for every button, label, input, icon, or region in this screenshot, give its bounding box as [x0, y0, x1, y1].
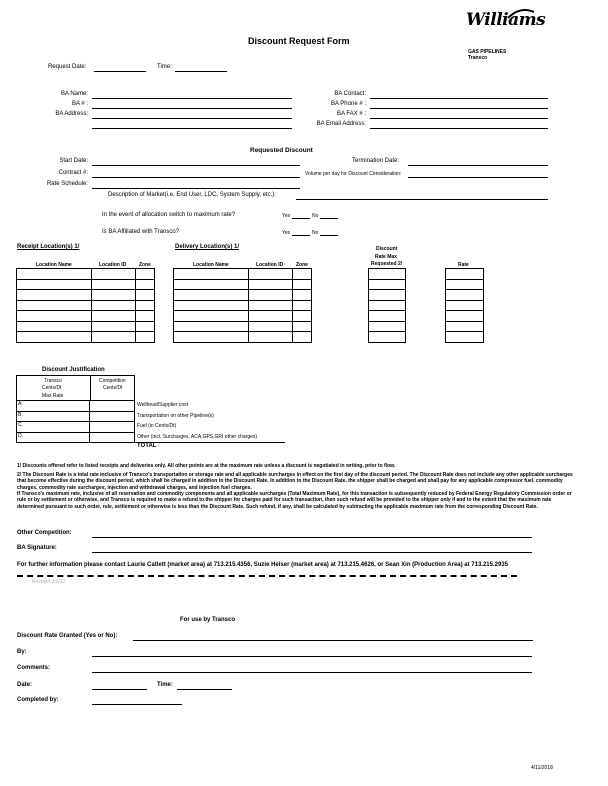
ba-number-label: BA # : — [71, 101, 88, 107]
logo-subtitle-transco: Transco — [468, 55, 488, 61]
ba-address-label: BA Address: — [55, 111, 88, 117]
transco-use-heading: For use by Transco — [180, 617, 236, 623]
table-row — [446, 300, 484, 311]
ba-contact-label: BA Contact: — [334, 91, 366, 97]
footer-date: 4/11/2018 — [531, 765, 553, 771]
affiliated-yes-field[interactable] — [292, 235, 310, 236]
table-row — [17, 279, 155, 290]
table-row — [446, 321, 484, 332]
time-field[interactable] — [177, 689, 232, 690]
termination-date-label: Termination Date: — [352, 158, 400, 164]
justification-total-label: TOTAL — [137, 443, 157, 449]
table-row — [446, 311, 484, 322]
justification-label-c: Fuel (in Cents/Dt) — [137, 423, 177, 429]
contract-field[interactable] — [92, 177, 300, 178]
delivery-table[interactable] — [173, 268, 312, 343]
justification-label-a: Wellhead/Supplier cost — [137, 402, 189, 408]
ba-name-field[interactable] — [92, 98, 292, 99]
ba-fax-field[interactable] — [370, 118, 548, 119]
termination-date-field[interactable] — [408, 165, 548, 166]
allocation-no-field[interactable] — [320, 218, 338, 219]
contact-info: For further information please contact Laurie Catlett (market area) at 713.215.4356, Suzie Heiser (market area) at 713.215.4626, or Sean Xin (Production Area) at 713.215.2935 — [17, 562, 508, 568]
table-row — [17, 311, 155, 322]
delivery-col-zone: Zone — [296, 262, 308, 268]
table-row — [17, 321, 155, 332]
volume-field[interactable] — [408, 177, 548, 178]
logo-subtitle: GAS PIPELINES — [468, 49, 507, 55]
discount-granted-field[interactable] — [133, 640, 533, 641]
rate-schedule-label: Rate Schedule: — [46, 181, 88, 187]
requested-discount-heading: Requested Discount — [250, 147, 313, 154]
affiliated-question: Is BA Affiliated with Transco? — [102, 229, 179, 235]
table-row — [17, 300, 155, 311]
other-competition-label: Other Competition: — [17, 530, 72, 536]
volume-note: Volume per day for Discount Consideration: — [305, 171, 402, 177]
table-row: B. — [17, 411, 135, 422]
ba-phone-field[interactable] — [370, 108, 548, 109]
ba-signature-label: BA Signature: — [17, 545, 57, 551]
rate-table[interactable] — [445, 268, 484, 343]
table-row — [17, 290, 155, 301]
justification-col2-line2: Cents/Dt — [103, 385, 123, 391]
justification-total-line — [135, 442, 285, 443]
request-date-label: Request Date: — [48, 64, 87, 70]
justification-table[interactable] — [16, 400, 135, 453]
affiliated-no-label: No — [312, 230, 319, 236]
ba-contact-field[interactable] — [370, 98, 548, 99]
table-row — [174, 332, 312, 343]
williams-logo: Williams — [466, 10, 546, 30]
table-row — [446, 332, 484, 343]
receipt-col-id: Location ID — [99, 262, 127, 268]
table-row — [17, 332, 155, 343]
justification-col2-line1: Competition — [99, 378, 126, 384]
justification-header-divider — [90, 375, 91, 400]
ba-email-label: BA Email Address: — [316, 121, 366, 127]
by-field[interactable] — [92, 656, 532, 657]
justification-col1-line2: Cents/Dt — [42, 385, 62, 391]
receipt-table[interactable] — [16, 268, 155, 343]
table-row — [369, 332, 406, 343]
table-row — [174, 279, 312, 290]
receipt-col-zone: Zone — [139, 262, 151, 268]
comments-label: Comments: — [17, 665, 51, 671]
logo-swoosh-icon — [506, 8, 536, 20]
other-competition-field[interactable] — [92, 537, 532, 538]
ba-signature-field[interactable] — [92, 552, 532, 553]
rate-col-head: Rate — [458, 262, 469, 268]
date-field[interactable] — [92, 689, 147, 690]
table-row — [174, 269, 312, 280]
dashed-divider — [17, 575, 517, 577]
table-row — [369, 321, 406, 332]
table-row — [174, 321, 312, 332]
table-row — [369, 279, 406, 290]
completed-by-label: Completed by: — [17, 697, 59, 703]
footnote-1: 1/ Discounts offered refer to listed receipts and deliveries only. All other points are at the maximum rate unless a discount is negotiated in writing, prior to flow. — [17, 463, 396, 469]
table-row: A. — [17, 401, 135, 412]
start-date-label: Start Date: — [59, 158, 88, 164]
justification-label-b: Transportation on other Pipeline(s) — [137, 413, 214, 419]
table-row: C. — [17, 422, 135, 433]
table-row: D. — [17, 432, 135, 443]
date-label: Date: — [17, 682, 33, 688]
by-label: By: — [17, 649, 27, 655]
rate-schedule-field[interactable] — [92, 188, 300, 189]
ba-email-field[interactable] — [370, 128, 548, 129]
ba-address-field[interactable] — [92, 118, 292, 119]
affiliated-yes-label: Yes — [282, 230, 291, 236]
start-date-field[interactable] — [92, 165, 300, 166]
page-title: Discount Request Form — [248, 36, 350, 46]
receipt-col-name: Location Name — [36, 262, 72, 268]
ba-phone-label: BA Phone # : — [330, 101, 366, 107]
affiliated-no-field[interactable] — [320, 235, 338, 236]
market-description-label: Description of Market(i.e. End User, LDC, System Supply, etc.): — [108, 192, 276, 198]
discount-rate-head-1: Discount — [376, 246, 398, 252]
table-row — [17, 269, 155, 280]
request-time-label: Time: — [157, 64, 172, 70]
justification-title: Discount Justification — [42, 367, 105, 373]
table-row — [446, 290, 484, 301]
allocation-yes-field[interactable] — [292, 218, 310, 219]
comments-field[interactable] — [92, 672, 532, 673]
allocation-no-label: No — [312, 213, 319, 219]
request-time-field[interactable] — [175, 71, 227, 72]
table-row — [446, 269, 484, 280]
table-row — [174, 290, 312, 301]
discount-rate-head-3: Requested 2/ — [371, 261, 403, 267]
allocation-question: In the event of allocation switch to maximum rate? — [102, 212, 236, 218]
delivery-col-id: Location ID — [256, 262, 284, 268]
discount-rate-head-2: Rate Max — [375, 254, 397, 260]
discount-granted-label: Discount Rate Granted (Yes or No): — [17, 633, 118, 639]
allocation-yes-label: Yes — [282, 213, 291, 219]
ba-name-label: BA Name: — [60, 91, 88, 97]
footnote-2: 2/ The Discount Rate is a total rate inclusive of Transco's transportation or storage rate and all applicable surcharges in effect on the first day of the discount period. The Discount Rate does not include any other applicable surcharges that become effective during the discount period, which shall be charged in addition to the Discount Rate. In addition to the Discount Rate, the shipper shall be charged and shall pay for any applicable compressor fuel, commodity charges, commodity rate surcharges, injection and withdrawal charges, and injection fuel charges. — [17, 472, 573, 491]
footnote-3: If Transco's maximum rate, inclusive of all reservation and commodity components and all applicable surcharges (Total Maximum Rate), for this transaction is subsequently reduced by Federal Energy Regulatory Commission order or rule or by settlement or otherwise, and Transco is required to make a refund to the shipper for charges paid for such transaction, then such refund will be provided to the shipper only if and to the extent that the maximum rate determined pursuant to such order, rule, settlement or otherwise is less than the Discount Rate. Such refund, if any, shall be calculated by subtracting the applicable maximum rate from the corresponding Discount Rate. — [17, 491, 572, 510]
receipt-locations-title: Receipt Location(s) 1/ — [17, 244, 80, 250]
discount-rate-table[interactable] — [368, 268, 406, 343]
table-row — [174, 311, 312, 322]
justification-col1-line1: Transco — [44, 378, 62, 384]
table-row — [446, 279, 484, 290]
ba-fax-label: BA FAX # : — [336, 111, 366, 117]
justification-label-d: Other (incl. Surcharges, ACA,GPS,GRI other charges) — [137, 434, 258, 440]
table-row — [369, 311, 406, 322]
market-description-field[interactable] — [296, 199, 548, 200]
table-row — [17, 443, 135, 454]
table-row — [369, 300, 406, 311]
ba-number-field[interactable] — [92, 108, 292, 109]
time-label: Time: — [157, 682, 173, 688]
request-date-field[interactable] — [94, 71, 146, 72]
ba-address-field-2[interactable] — [92, 128, 292, 129]
justification-col1-line3: Max Rate — [42, 393, 64, 399]
table-row — [369, 269, 406, 280]
delivery-locations-title: Delivery Location(s) 1/ — [175, 244, 240, 250]
revised-note: Revised 2/1/12 — [32, 579, 66, 585]
delivery-col-name: Location Name — [193, 262, 229, 268]
completed-by-field[interactable] — [92, 704, 182, 705]
table-row — [369, 290, 406, 301]
table-row — [174, 300, 312, 311]
contract-label: Contract #: — [58, 170, 88, 176]
